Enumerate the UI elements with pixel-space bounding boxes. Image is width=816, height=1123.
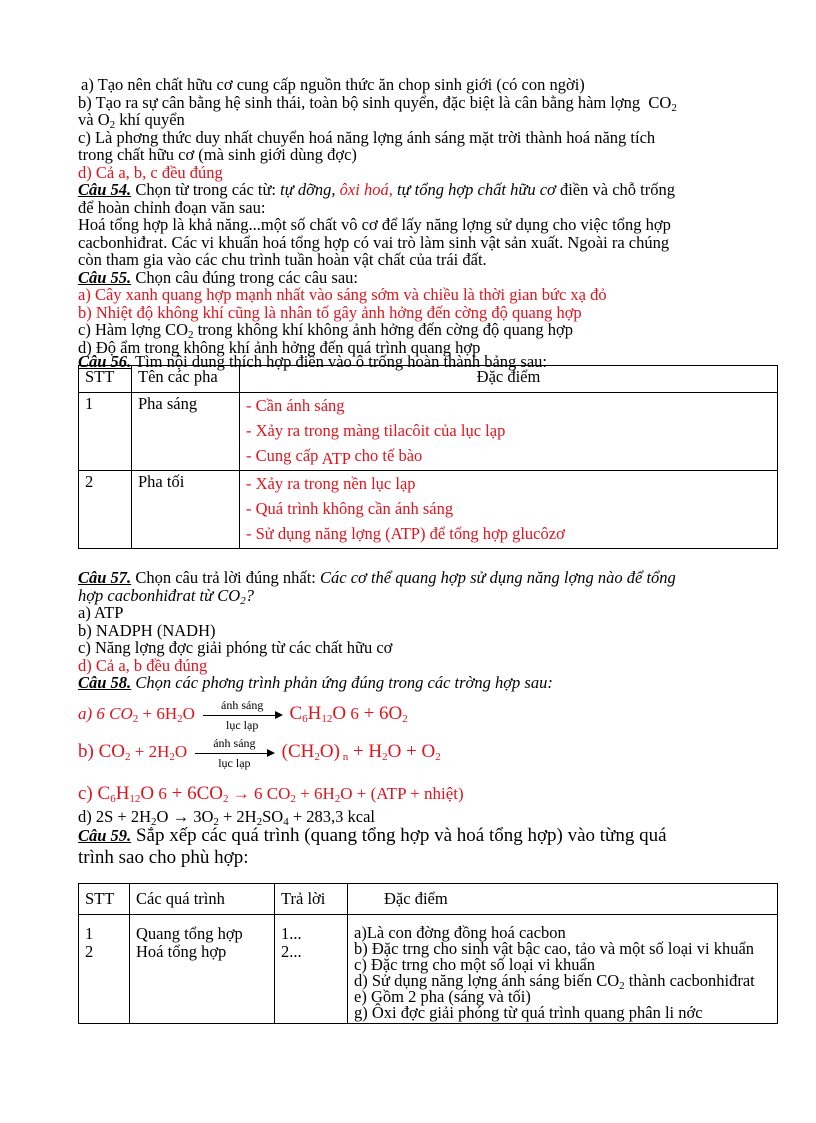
q56-header-stt: STT — [79, 366, 132, 393]
q53-option-b-cont: và $O_2$ khí quyển — [78, 110, 185, 131]
q56-row1-name: Pha sáng — [132, 393, 240, 471]
reaction-arrow-icon: ánh sáng lục lạp — [199, 697, 285, 733]
q53-option-c-cont: trong chất hữu cơ (mà sinh giới dùng đợc) — [78, 145, 357, 164]
q54-paragraph-2: cacbonhiđrat. Các vi khuẩn hoá tổng hợp có vai trò làm sinh vật sản xuất. Ngoài ra chúng — [78, 232, 670, 252]
q57-option-d: d) Cả a, b đều đúng — [78, 655, 208, 675]
q58-equation-d: d) $2S + 2H_2O \to 3O_2 + 2H_2SO_4 + 283,3$ kcal — [78, 806, 375, 828]
q56-table — [78, 365, 778, 549]
q55-option-a: a) Cây xanh quang hợp mạnh nhất vào sáng sớm và chiều là thời gian bức xạ đỏ — [78, 285, 607, 304]
q57-option-b: b) NADPH (NADH) — [78, 620, 216, 640]
q55-heading: Câu 55. Chọn câu đúng trong các câu sau: — [78, 267, 358, 287]
q56-heading: Câu 56. Tìm nội dung thích hợp điền vào ô trống hoàn thành bảng sau: — [78, 352, 548, 371]
q54-heading: Câu 54. Chọn từ trong các từ: tự dỡng, ôxi hoá, tự tổng hợp chất hữu cơ điền và chỗ trống — [78, 180, 675, 199]
table-row — [79, 393, 778, 471]
q53-option-d: d) Cả a, b, c đều đúng — [78, 162, 223, 182]
q57-heading: Câu 57. Chọn câu trả lời đúng nhất: Các cơ thể quang hợp sử dụng năng lợng nào để tổng — [78, 568, 676, 587]
q58-equation-b: b) $CO_2 + 2H_2O$ ánh sáng lục lạp $(CH_2O) _n + H_2O + O_2$ — [78, 735, 441, 770]
q59-header-stt: STT — [79, 884, 130, 915]
q58-equation-c: c) $C_6H_{12}O$ $6 + 6CO_2 \to 6$ $CO_2 + 6H_2O + (ATP$ + nhiệt) — [78, 782, 464, 805]
q58-heading: Câu 58. Chọn các phơng trình phản ứng đúng trong các trờng hợp sau: — [78, 673, 553, 692]
q55-option-c: c) Hàm lợng $CO_2$ trong không khí không ảnh hởng đến cờng độ quang hợp — [78, 320, 574, 341]
q54-paragraph-1: Hoá tổng hợp là khả năng...một số chất vô cơ để lấy năng lợng sử dụng cho việc tổng hợp — [78, 215, 671, 234]
q59-feature-cell: a)Là con đờng đồng hoá cacbon b) Đặc trng cho sinh vật bậc cao, tảo và một số loại vi khuẩn c) Đặc trng cho một số loại vi khuẩn d) Sử dụng năng lợng ánh sáng biến $CO_2$ thành cacbonhiđrat e) Gồm 2 pha (sáng và tối) g) Ôxi đợc giải phóng từ quá trình quang phân li nớc — [348, 915, 778, 1024]
q59-answer-cell: 1... 2... — [275, 915, 348, 1024]
q59-process-cell: Quang tổng hợp Hoá tổng hợp — [130, 915, 275, 1024]
document-page — [78, 76, 778, 1024]
q56-header-feature: Đặc điểm — [240, 366, 778, 393]
q59-header-row — [79, 884, 778, 915]
q58-equation-a: a) 6 $CO_2 + 6H_2O$ ánh sáng lục lạp $C_6H_{12}O$ $6 + 6O_2$ — [78, 697, 408, 732]
q54-label: Câu 54. — [78, 180, 132, 199]
q55-option-b: b) Nhiệt độ không khí cũng là nhân tố gây ảnh hởng đến cờng độ quang hợp — [78, 302, 582, 322]
q59-header-answer: Trả lời — [275, 884, 348, 915]
q57-question-cont: hợp cacbonhiđrat từ $CO_2$? — [78, 585, 254, 607]
q53-option-a: a) Tạo nên chất hữu cơ cung cấp nguồn thức ăn chop sinh giới (có con ngời) — [81, 75, 585, 94]
q59-stt-cell: 1 2 — [79, 915, 130, 1024]
q56-row1-features: - Cần ánh sáng - Xảy ra trong màng tilacôit của lục lạp - Cung cấp ATP cho tế bào — [240, 393, 778, 471]
q56-row2-stt: 2 — [79, 471, 132, 549]
q57-option-a: a) ATP — [78, 603, 124, 622]
q54-paragraph-3: còn tham gia vào các chu trình tuần hoàn vật chất của trái đất. — [78, 250, 487, 269]
table-row — [79, 915, 778, 1024]
q55-option-d: d) Độ ẩm trong không khí ảnh hởng đến quá trình quang hợp — [78, 337, 481, 357]
q59-heading-cont: trình sao cho phù hợp: — [78, 847, 249, 868]
q56-row1-stt: 1 — [79, 393, 132, 471]
q53-option-c: c) Là phơng thức duy nhất chuyển hoá năng lợng ánh sáng mặt trời thành hoá năng tích — [78, 127, 656, 147]
q59-table — [78, 883, 778, 1024]
q59-header-process: Các quá trình — [130, 884, 275, 915]
table-row — [79, 471, 778, 549]
q59-heading: Câu 59. Sắp xếp các quá trình (quang tổng hợp và hoá tổng hợp) vào từng quá — [78, 825, 667, 846]
q59-header-feature: Đặc điểm — [348, 884, 778, 915]
q57-option-c: c) Năng lợng đợc giải phóng từ các chất hữu cơ — [78, 638, 393, 657]
q56-header-phase: Tên các pha — [132, 366, 240, 393]
q56-row2-name: Pha tối — [132, 471, 240, 549]
q56-row2-features: - Xảy ra trong nền lục lạp - Quá trình không cần ánh sáng - Sử dụng năng lợng (ATP) để tổng hợp glucôzơ — [240, 471, 778, 549]
q54-instruction: để hoàn chỉnh đoạn văn sau: — [78, 197, 266, 217]
reaction-arrow-icon: ánh sáng lục lạp — [191, 735, 277, 771]
q53-option-b: b) Tạo ra sự cân bằng hệ sinh thái, toàn bộ sinh quyển, đặc biệt là cân bằng hàm lợng $CO_2$ — [78, 92, 677, 114]
